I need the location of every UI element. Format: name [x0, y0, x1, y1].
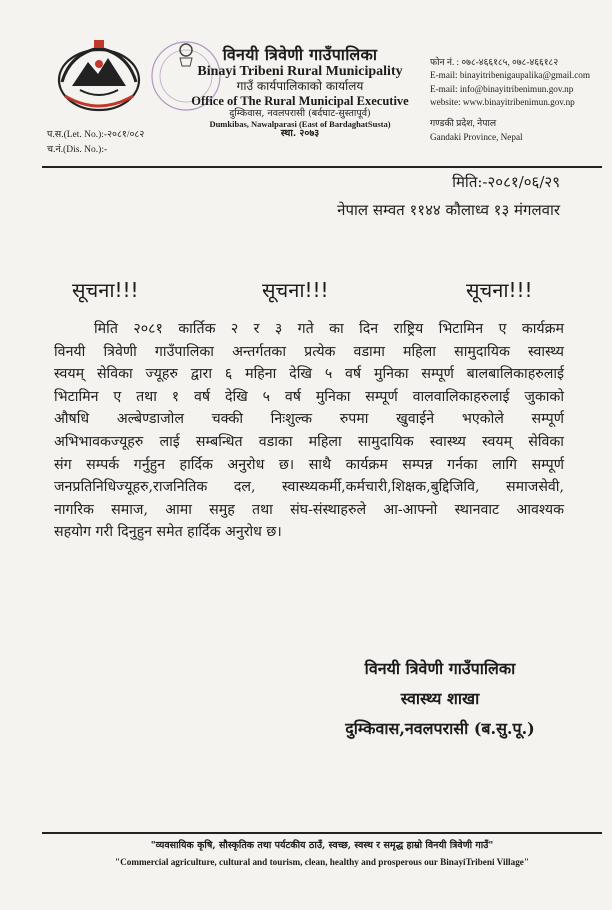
footer-divider [42, 832, 602, 834]
date-nepal-sambat: नेपाल सम्वत ११४४ कौलाध्व १३ मंगलवार [337, 201, 560, 219]
body-line: नागरिक समाज, आमा समुह तथा संघ-संस्थाहरुले आ-आफ्नो स्थानवाट आवश्यक [54, 501, 564, 518]
email-primary: E-mail: binayitribenigaupalika@gmail.com [430, 70, 591, 81]
notice-body [54, 318, 564, 544]
letter-number: प.स.(Let. No.):-२०८१/०८२ [47, 130, 145, 140]
notice-heading-right: सूचना!!! [466, 278, 533, 302]
body-line: विनयी त्रिवेणी गाउँपालिका अन्तर्गतका प्रत्येक वडामा महिला सामुदायिक स्वास्थ्य [54, 343, 564, 360]
office-name-en: Office of The Rural Municipal Executive [191, 94, 409, 109]
established-year: स्था. २०७३ [280, 128, 320, 140]
header-office-block [170, 46, 430, 140]
footer-slogan [42, 838, 602, 867]
signature-address: दुम्किवास,नवलपरासी (ब.सु.पू.) [345, 719, 535, 738]
slogan-en: "Commercial agriculture, cultural and tourism, clean, healthy and prosperous our BinayiTribeni Village" [115, 857, 529, 867]
office-name-np: गाउँ कार्यपालिकाको कार्यालय [236, 79, 364, 94]
body-line: सहयोग गरी दिनुहुन समेत हार्दिक अनुरोध छ। [54, 524, 282, 541]
notice-heading-center: सूचना!!! [262, 278, 329, 302]
body-line: संग सम्पर्क गर्नुहुन हार्दिक अनुरोध छ। साथै कार्यक्रम सम्पन्न गर्नका लागि सम्पूर्ण [54, 456, 564, 473]
phone-number: फोन नं. : ०७८-४६६१८५, ०७८-४६६१८२ [430, 57, 559, 67]
body-line: औषधि अल्बेण्डाजोल चक्की निःशुल्क रुपमा खुवाईने भएकोले सम्पूर्ण [54, 411, 564, 428]
body-line: जनप्रतिनिधिज्यूहरु,राजनितिक दल, स्वास्थ्यकर्मी,कर्मचारी,शिक्षक,बुद्दिजिवि, समाजसेवी, [54, 479, 564, 496]
notice-heading-left: सूचना!!! [72, 278, 139, 302]
slogan-np: "व्यवसायिक कृषि, सौस्कृतिक तथा पर्यटकीय ठाउँ, स्वच्छ, स्वस्थ र समृद्ध हाम्रो विनयी त्रिवेणी गाउँ" [150, 840, 494, 851]
signature-municipality: विनयी त्रिवेणी गाउँपालिका [364, 659, 516, 678]
body-line: भिटामिन ए तथा १ वर्ष देखि ५ वर्ष मुनिका सम्पूर्ण वालवालिकाहरुलाई जुकाको [54, 388, 564, 405]
body-line: मिति २०८१ कार्तिक २ र ३ गते का दिन राष्ट्रिय भिटामिन ए कार्यक्रम [94, 321, 564, 337]
municipality-name-en: Binayi Tribeni Rural Municipality [197, 64, 403, 80]
date-bs: मिति:-२०८१/०६/२९ [452, 173, 560, 191]
header-contact-block [430, 56, 608, 144]
body-line: स्वयम् सेविका ज्यूहरु द्वारा ६ महिना देखि ५ वर्ष मुनिका सम्पूर्ण बालबालिकाहरुलाई [54, 366, 564, 383]
municipality-name-np: विनयी त्रिवेणी गाउँपालिका [222, 45, 378, 64]
dispatch-number: च.नं.(Dis. No.):- [47, 144, 108, 155]
province-en: Gandaki Province, Nepal [430, 131, 523, 142]
reference-numbers [47, 128, 144, 157]
signature-section: स्वास्थ्य शाखा [400, 689, 480, 708]
nepal-emblem-icon [50, 34, 148, 116]
email-secondary: E-mail: info@binayitribenimun.gov.np [430, 83, 574, 94]
province-np: गण्डकी प्रदेश, नेपाल [430, 118, 497, 129]
address-np: दुम्किवास, नवलपरासी (बर्दघाट-सुस्तापूर्व) [229, 107, 371, 119]
body-line: अभिभावकज्यूहरु लाई सम्बन्धित वडाका महिला सामुदायिक स्वास्थ्य स्वयम् सेविका [54, 433, 564, 450]
header-divider [42, 166, 602, 168]
website: website: www.binayitribenimun.gov.np [430, 97, 575, 108]
signature-block [330, 654, 550, 744]
address-en: Dumkibas, Nawalparasi (East of BardaghatSusta) [209, 118, 391, 129]
